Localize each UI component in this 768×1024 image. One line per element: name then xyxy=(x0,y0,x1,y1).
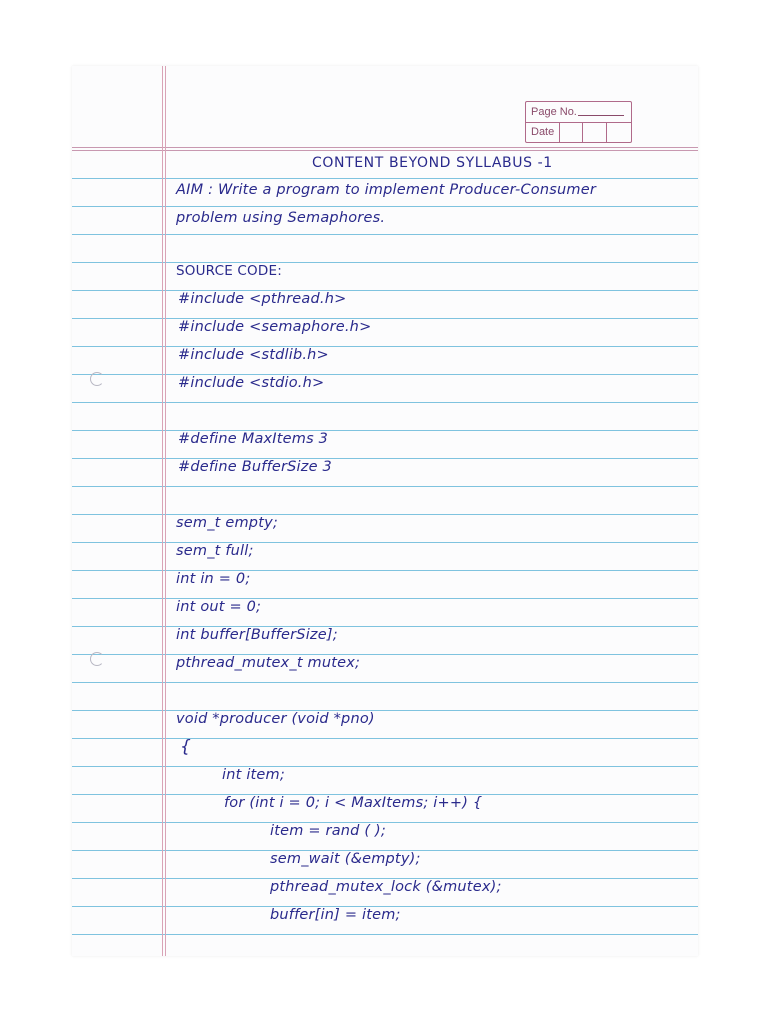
code-line: pthread_mutex_t mutex; xyxy=(176,655,361,671)
source-code-heading: SOURCE CODE: xyxy=(176,263,282,279)
notebook-page xyxy=(72,66,698,956)
page-title: CONTENT BEYOND SYLLABUS -1 xyxy=(312,155,553,171)
code-line: for (int i = 0; i < MaxItems; i++) { xyxy=(224,795,483,811)
page-date-box xyxy=(525,101,632,143)
punch-hole-mark xyxy=(90,372,104,386)
date-cell-divider xyxy=(606,122,607,142)
code-line: #define MaxItems 3 xyxy=(178,431,329,447)
aim-line-2: problem using Semaphores. xyxy=(176,210,386,226)
page-no-blank xyxy=(578,115,624,116)
code-line: int item; xyxy=(222,767,285,783)
code-line: #include <stdlib.h> xyxy=(178,347,329,363)
code-line: item = rand ( ); xyxy=(270,823,386,839)
margin-line xyxy=(165,66,166,956)
margin-line xyxy=(162,66,163,956)
code-line: { xyxy=(180,737,192,757)
code-line: sem_t full; xyxy=(176,543,254,559)
date-row xyxy=(526,122,631,142)
punch-hole-mark xyxy=(90,652,104,666)
code-line: #include <stdio.h> xyxy=(178,375,325,391)
code-line: int out = 0; xyxy=(176,599,262,615)
date-cell-divider xyxy=(582,122,583,142)
code-line: int in = 0; xyxy=(176,571,251,587)
date-cell-divider xyxy=(559,122,560,142)
code-line: #define BufferSize 3 xyxy=(178,459,332,475)
aim-line-1: AIM : Write a program to implement Producer-Consumer xyxy=(176,182,597,198)
page-no-label: Page No. xyxy=(531,106,577,118)
code-line: sem_t empty; xyxy=(176,515,278,531)
page-no-row xyxy=(526,102,631,123)
code-line: int buffer[BufferSize]; xyxy=(176,627,338,643)
code-line: sem_wait (&empty); xyxy=(270,851,421,867)
code-line: #include <semaphore.h> xyxy=(178,319,372,335)
code-line: pthread_mutex_lock (&mutex); xyxy=(270,879,502,895)
code-line: void *producer (void *pno) xyxy=(176,711,375,727)
code-line: #include <pthread.h> xyxy=(178,291,347,307)
date-label: Date xyxy=(531,126,555,138)
code-line: buffer[in] = item; xyxy=(270,907,401,923)
